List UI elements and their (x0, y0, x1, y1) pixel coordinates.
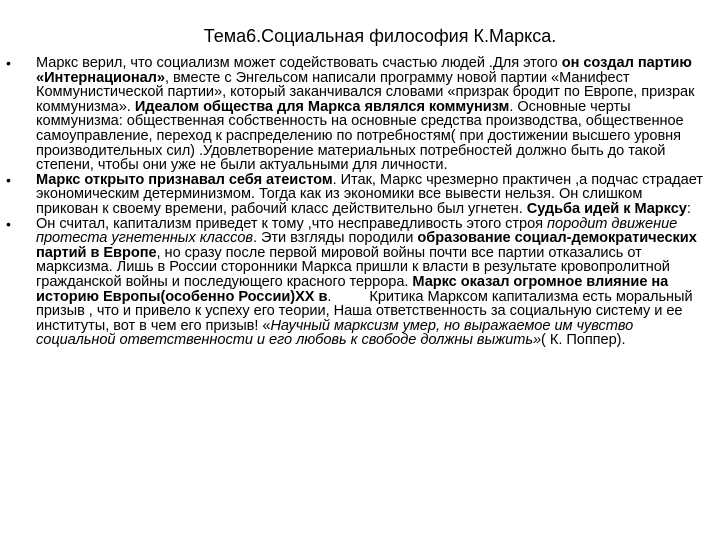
bullet-marker: • (6, 171, 11, 188)
text-segment: ( К. Поппер). (541, 332, 626, 349)
text-segment: Маркс верил, что социализм может содействовать счастью людей .Для этого (36, 55, 562, 71)
bullet-text (36, 173, 708, 217)
text-segment: Критика Марксом капитализма есть моральный призыв , что и привело к успеху его теории, Наша ответственность за социальную систему и ее институты, вот в чем его призыв! « (36, 288, 693, 334)
text-segment-bold: Маркс открыто признавал себя атеистом (36, 171, 333, 188)
text-segment: , но сразу после первой мировой войны почти все партии отказались от марксизма. Лишь в России сторонники Маркса пришли к власти в результате кровопролитной гражданской войны и последующего красного террора. (36, 244, 670, 290)
bullet-item-2 (0, 173, 720, 217)
bullet-marker: • (6, 55, 11, 71)
text-segment: , вместе с Энгельсом написали программу новой партии «Манифест Коммунистической партии», который заканчивался словами «призрак бродит по Европе, призрак коммунизма». (36, 69, 695, 115)
slide-body (0, 56, 720, 348)
text-segment-bold: Идеалом общества для Маркса являлся коммунизм (134, 98, 510, 115)
slide-title: Тема6.Социальная философия К.Маркса. (203, 26, 557, 46)
text-segment-italic: породит движение протеста угнетенных классов (36, 215, 678, 247)
text-segment: . (327, 288, 336, 305)
bullet-marker: • (6, 215, 11, 232)
text-segment: . Итак, Маркс чрезмерно практичен ,а подчас страдает экономическим детерминизмом. Тогда как из экономики все вывести нельзя. Он слишком прикован к своему времени, рабочий класс действительно был угнетен. (36, 171, 703, 217)
text-segment-bold: образование социал-демократических партий в Европе (36, 230, 697, 261)
text-segment-bold: он создал партию «Интернационал» (36, 55, 692, 86)
text-segment: : (686, 200, 691, 217)
bullet-item-3 (0, 217, 720, 348)
text-segment-italic: Научный марксизм умер, но выражаемое им чувство социальной ответственности и его любовь к свободе должны выжить» (36, 317, 634, 349)
bullet-text (36, 56, 708, 173)
text-segment: . Эти взгляды породили (252, 230, 418, 247)
bullet-item-1 (0, 56, 720, 173)
text-segment: . Основные черты коммунизма: общественная собственность на основные средства производства, общественное самоуправление, переход к распределению по потребностям( при достижении высшего уровня производительных сил) .Удовлетворение материальных потребностей должно быть до такой степени, чтобы они уже не были актуальными для личности. (36, 98, 684, 174)
text-segment: Он считал, капитализм приведет к тому ,что несправедливость этого строя (36, 215, 548, 232)
bullet-text (36, 217, 708, 348)
text-segment-bold: Судьба идей к Марксу (526, 200, 687, 217)
text-segment-bold: Маркс оказал огромное влияние на историю Европы(особенно России)ХХ в (36, 273, 669, 305)
